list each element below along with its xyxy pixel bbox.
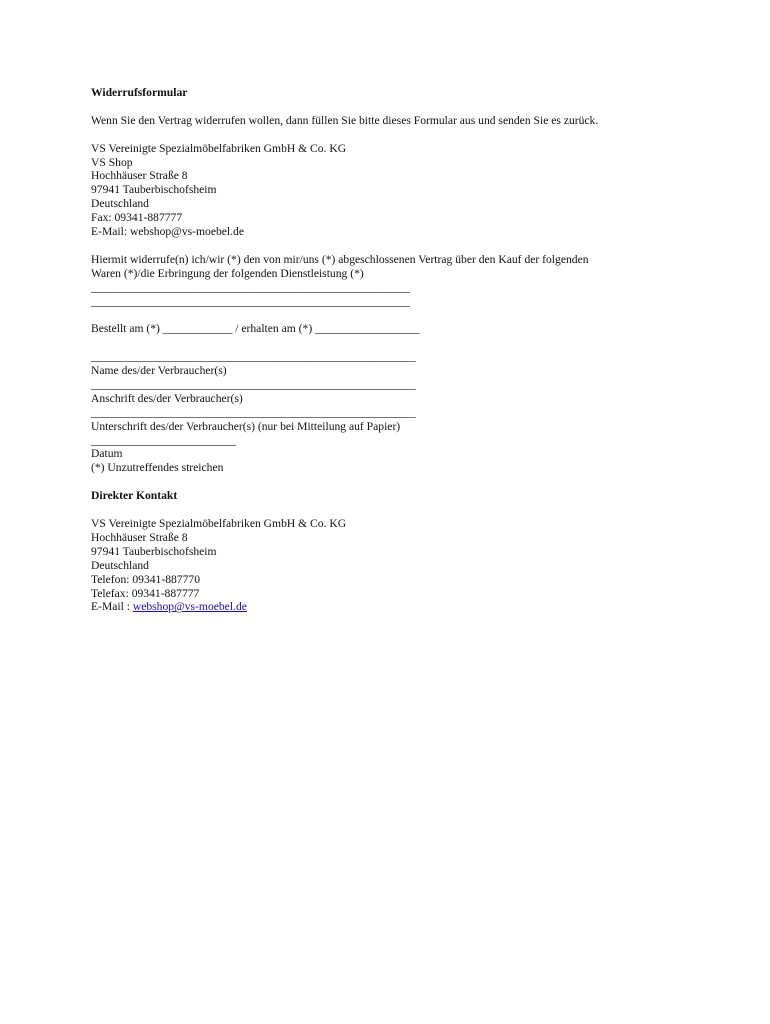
- date-label: Datum: [91, 447, 123, 461]
- contact-email-line: [91, 600, 731, 614]
- contact-street: Hochhäuser Straße 8: [91, 530, 188, 544]
- declaration-line-2: Waren (*)/die Erbringung der folgenden Dienstleistung (*): [91, 266, 364, 280]
- recipient-company: VS Vereinigte Spezialmöbelfabriken GmbH & Co. KG: [91, 141, 347, 155]
- spacer: [91, 239, 731, 253]
- address-blank-line: ________________________________________________________: [91, 377, 416, 391]
- date-blank-line: _________________________: [91, 433, 236, 447]
- contact-telefax: Telefax: 09341-887777: [91, 586, 200, 600]
- goods-blank-line-2: _______________________________________________________: [91, 294, 410, 308]
- spacer: [91, 100, 731, 114]
- recipient-street: Hochhäuser Straße 8: [91, 169, 188, 183]
- goods-blank-line-1: _______________________________________________________: [91, 280, 410, 294]
- declaration-line-1: Hiermit widerrufe(n) ich/wir (*) den von mir/uns (*) abgeschlossenen Vertrag über den Kauf der folgenden: [91, 252, 589, 266]
- contact-country: Deutschland: [91, 558, 149, 572]
- spacer: [91, 336, 731, 350]
- address-label: Anschrift des/der Verbraucher(s): [91, 391, 243, 405]
- contact-company: VS Vereinigte Spezialmöbelfabriken GmbH & Co. KG: [91, 516, 347, 530]
- ordered-received-line: Bestellt am (*) ____________ / erhalten am (*) __________________: [91, 322, 420, 336]
- recipient-fax: Fax: 09341-887777: [91, 211, 183, 225]
- contact-email-link[interactable]: webshop@vs-moebel.de: [132, 600, 247, 614]
- form-title: Widerrufsformular: [91, 86, 188, 99]
- signature-label: Unterschrift des/der Verbraucher(s) (nur bei Mitteilung auf Papier): [91, 419, 401, 433]
- spacer: [91, 308, 731, 322]
- recipient-shop: VS Shop: [91, 155, 133, 169]
- contact-phone: Telefon: 09341-887770: [91, 572, 200, 586]
- recipient-city: 97941 Tauberbischofsheim: [91, 183, 217, 197]
- spacer: [91, 128, 731, 142]
- spacer: [91, 475, 731, 489]
- contact-email-prefix: E-Mail :: [91, 600, 133, 614]
- footnote: (*) Unzutreffendes streichen: [91, 461, 224, 475]
- spacer: [91, 503, 731, 517]
- recipient-country: Deutschland: [91, 197, 149, 211]
- recipient-email: E-Mail: webshop@vs-moebel.de: [91, 225, 244, 239]
- recipient-address: [91, 142, 731, 239]
- name-label: Name des/der Verbraucher(s): [91, 364, 227, 378]
- signature-blank-line: ________________________________________________________: [91, 405, 416, 419]
- contact-city: 97941 Tauberbischofsheim: [91, 544, 217, 558]
- document-content: [91, 86, 731, 614]
- name-blank-line: ________________________________________________________: [91, 350, 416, 364]
- contact-address: [91, 517, 731, 614]
- form-intro: Wenn Sie den Vertrag widerrufen wollen, dann füllen Sie bitte dieses Formular aus und senden Sie es zurück.: [91, 113, 599, 127]
- contact-heading: Direkter Kontakt: [91, 489, 178, 503]
